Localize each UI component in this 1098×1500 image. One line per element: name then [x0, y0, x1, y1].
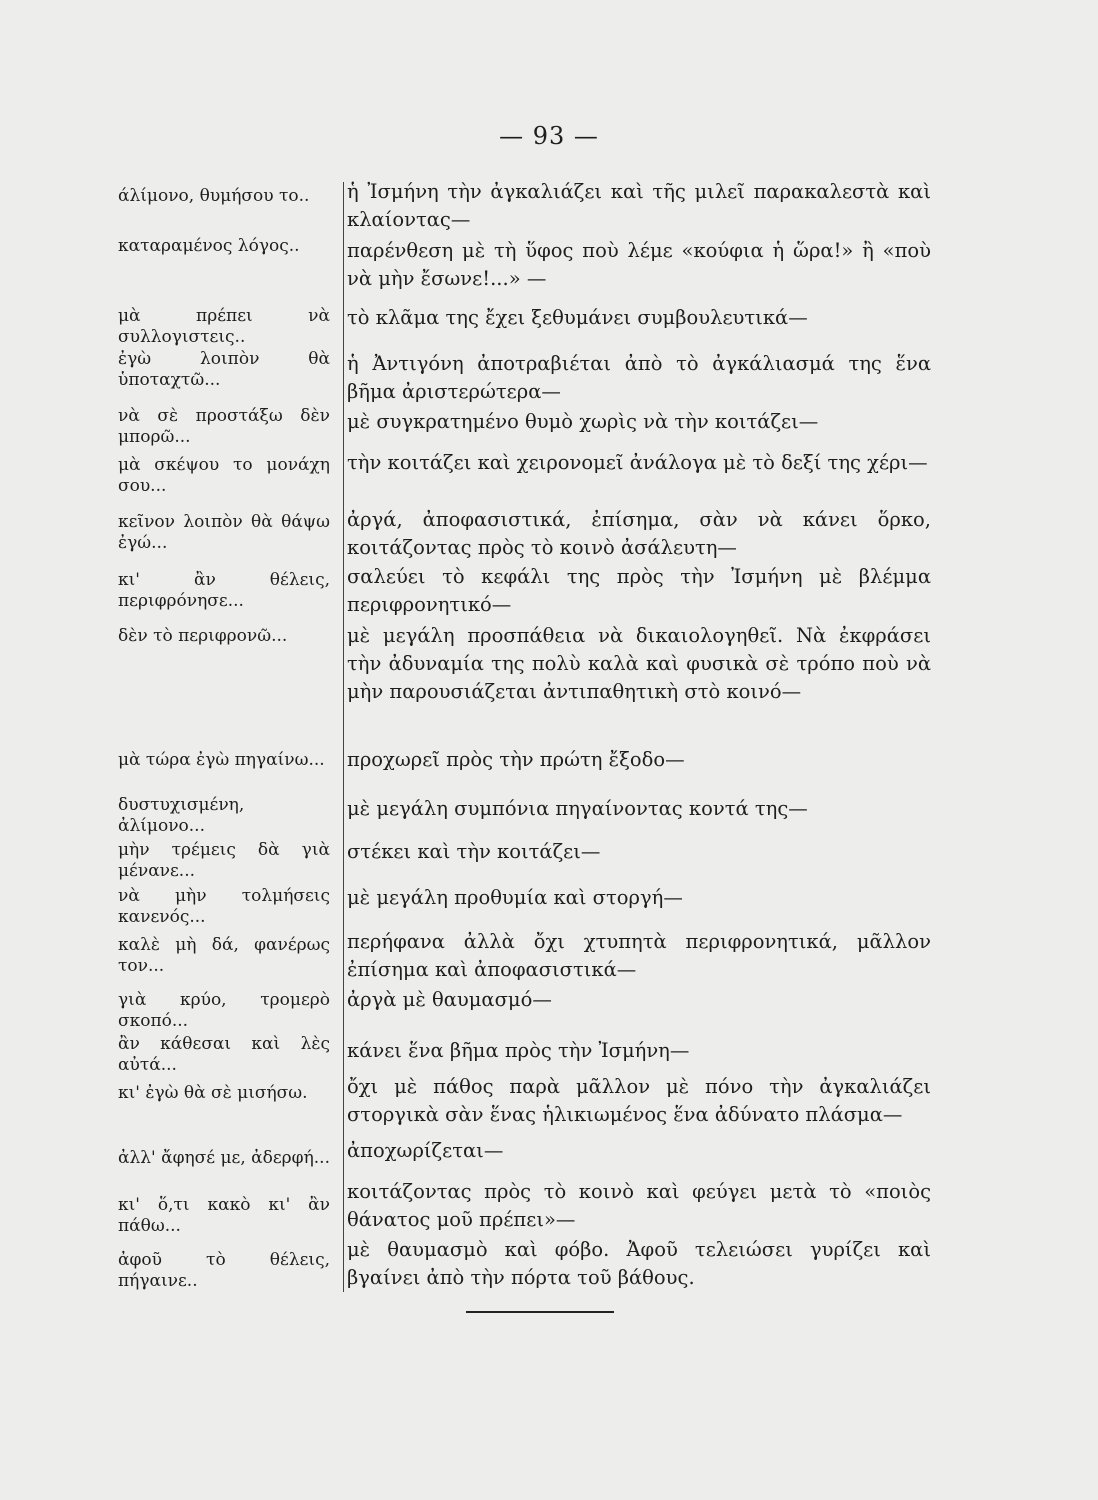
stage-direction: ἡ Ἀντιγόνη ἀποτραβιέται ἀπὸ τὸ ἀγκάλιασμά της ἕνα βῆμα ἀριστερώτερα— [347, 352, 931, 403]
stage-direction: μὲ μεγάλη προθυμία καὶ στοργή— [347, 886, 683, 909]
cue-line: ἀφοῦ τὸ θέλεις, πήγαινε.. [118, 1250, 330, 1291]
cue-line: καλὲ μὴ δά, φανέρως τον... [118, 935, 330, 976]
cue-line: μὰ σκέψου το μονάχη σου... [118, 455, 330, 496]
cue-line: ἐγὼ λοιπὸν θὰ ὑποταχτῶ... [118, 349, 330, 390]
stage-direction: τὴν κοιτάζει καὶ χειρονομεῖ ἀνάλογα μὲ τὸ δεξί της χέρι— [347, 451, 928, 474]
cue-line: δυστυχισμένη, ἀλίμονο... [118, 795, 245, 836]
cue-line: δὲν τὸ περιφρονῶ... [118, 626, 288, 646]
cue-line: νὰ μὴν τολμήσεις κανενός... [118, 886, 330, 927]
stage-direction: τὸ κλᾶμα της ἔχει ξεθυμάνει συμβουλευτικά— [347, 306, 808, 329]
stage-direction: σαλεύει τὸ κεφάλι της πρὸς τὴν Ἰσμήνη μὲ βλέμμα περιφρονητικό— [347, 565, 931, 616]
cue-line: ἀλλ' ἄφησέ με, ἀδερφή... [118, 1148, 330, 1168]
stage-direction: ἀργὰ μὲ θαυμασμό— [347, 988, 552, 1011]
cue-line: μὰ πρέπει νὰ συλλογιστεις.. [118, 306, 330, 347]
stage-direction: μὲ μεγάλη προσπάθεια νὰ δικαιολογηθεῖ. Νὰ ἐκφράσει τὴν ἀδυναμία της πολὺ καλὰ καὶ φυσικὰ σὲ τρόπο ποὺ νὰ μὴν παρουσιάζεται ἀντιπαθητικὴ στὸ κοινό— [347, 624, 931, 703]
stage-direction: κοιτάζοντας πρὸς τὸ κοινὸ καὶ φεύγει μετὰ τὸ «ποιὸς θάνατος μοῦ πρέπει»— [347, 1180, 931, 1231]
stage-direction: ἀργά, ἀποφασιστικά, ἐπίσημα, σὰν νὰ κάνει ὅρκο, κοιτάζοντας πρὸς τὸ κοινὸ ἀσάλευτη— [347, 508, 931, 559]
cue-line: κι' ὅ,τι κακὸ κι' ἂν πάθω... [118, 1195, 330, 1236]
cue-line: μὴν τρέμεις δὰ γιὰ μένανε... [118, 840, 330, 881]
closing-rule [466, 1311, 614, 1313]
cue-line: καταραμένος λόγος.. [118, 236, 300, 256]
stage-direction: μὲ συγκρατημένο θυμὸ χωρὶς νὰ τὴν κοιτάζει— [347, 410, 819, 433]
stage-direction: στέκει καὶ τὴν κοιτάζει— [347, 840, 601, 863]
stage-direction: προχωρεῖ πρὸς τὴν πρώτη ἔξοδο— [347, 748, 685, 771]
cue-line: κι' ἂν θέλεις, περιφρόνησε... [118, 570, 330, 611]
stage-direction: ὄχι μὲ πάθος παρὰ μᾶλλον μὲ πόνο τὴν ἀγκαλιάζει στοργικὰ σὰν ἕνας ἡλικιωμένος ἕνα ἀδύνατο πλάσμα— [347, 1075, 931, 1126]
stage-direction: κάνει ἕνα βῆμα πρὸς τὴν Ἰσμήνη— [347, 1039, 690, 1062]
cue-line: κι' ἐγὼ θὰ σὲ μισήσω. [118, 1083, 308, 1103]
column-divider [343, 182, 344, 1292]
stage-direction: περήφανα ἀλλὰ ὄχι χτυπητὰ περιφρονητικά, μᾶλλον ἐπίσημα καὶ ἀποφασιστικά— [347, 930, 931, 981]
cue-line: κεῖνον λοιπὸν θὰ θάψω ἐγώ... [118, 512, 330, 553]
cue-line: νὰ σὲ προστάξω δὲν μπορῶ... [118, 406, 330, 447]
page-number: — 93 — [499, 122, 599, 150]
stage-direction: μὲ μεγάλη συμπόνια πηγαίνοντας κοντά της— [347, 797, 808, 820]
stage-direction: ἀποχωρίζεται— [347, 1139, 504, 1162]
cue-line: γιὰ κρύο, τρομερὸ σκοπό... [118, 990, 330, 1031]
cue-line: ἂν κάθεσαι καὶ λὲς αὐτά... [118, 1034, 330, 1075]
stage-direction: ἡ Ἰσμήνη τὴν ἀγκαλιάζει καὶ τῆς μιλεῖ παρακαλεστὰ καὶ κλαίοντας— [347, 180, 931, 231]
stage-direction: παρένθεση μὲ τὴ ὕφος ποὺ λέμε «κούφια ἡ ὥρα!» ἢ «ποὺ νὰ μὴν ἔσωνε!...» — [347, 239, 931, 290]
cue-line: μὰ τώρα ἐγὼ πηγαίνω... [118, 750, 325, 770]
cue-line: άλίμονο, θυμήσου το.. [118, 186, 310, 206]
stage-direction: μὲ θαυμασμὸ καὶ φόβο. Ἀφοῦ τελειώσει γυρίζει καὶ βγαίνει ἀπὸ τὴν πόρτα τοῦ βάθους. [347, 1238, 931, 1289]
